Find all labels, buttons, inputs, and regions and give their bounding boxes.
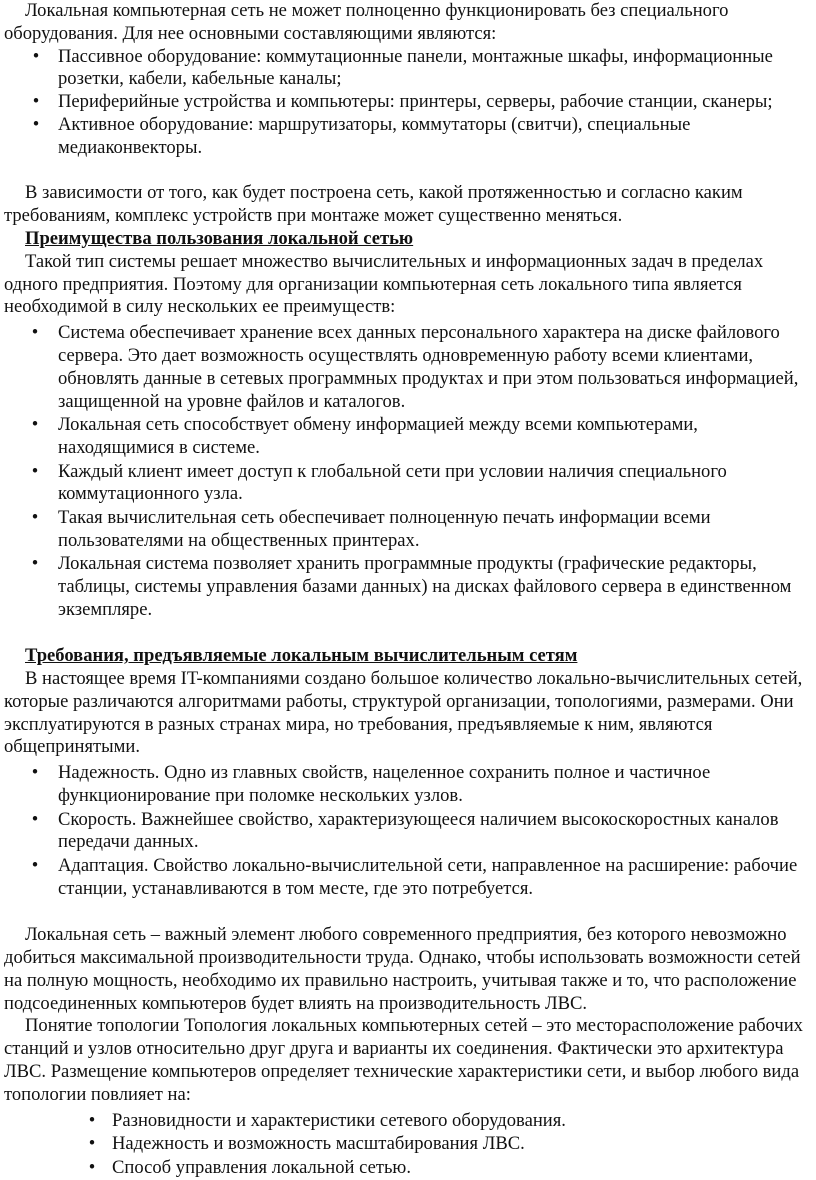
bullet-icon: • (32, 91, 40, 113)
topology-paragraph-1: Локальная сеть – важный элемент любого современного предприятия, без которого невозможно добиться максимальной производительности труда. Однако, чтобы использовать возможности сетей на полную мощность, необходимо их правильно настроить, учитывая также и то, что расположение подсоединенных компьютеров будет влиять на производительность ЛВС. (4, 924, 801, 1014)
list-item: • Такая вычислительная сеть обеспечивает полноценную печать информации всеми пользователями на общественных принтерах. (4, 507, 812, 553)
list-item: • Периферийные устройства и компьютеры: принтеры, серверы, рабочие станции, сканеры; (4, 91, 812, 114)
list-item: • Локальная система позволяет хранить программные продукты (графические редакторы, таблицы, системы управления базами данных) на дисках файлового сервера в единственном экземпляре. (4, 553, 812, 621)
intro-closing-paragraph: В зависимости от того, как будет построена сеть, какой протяженностью и согласно каким требованиям, комплекс устройств при монтаже может существенно меняться. (4, 182, 743, 227)
list-item: • Локальная сеть способствует обмену информацией между всеми компьютерами, находящимися в системе. (4, 414, 812, 460)
bullet-icon: • (31, 553, 39, 575)
bullet-icon: • (31, 762, 39, 784)
requirements-paragraph: В настоящее время IT-компаниями создано большое количество локально-вычислительных сетей, которые различаются алгоритмами работы, структурой организации, топологиями, размерами. Они эксплуатируются в разных странах мира, но требования, предъявляемые к ним, являются общепринятыми. (4, 668, 803, 758)
list-item: • Пассивное оборудование: коммутационные панели, монтажные шкафы, информационные розетки, кабели, кабельные каналы; (4, 46, 812, 92)
list-item: • Способ управления локальной сетью. (4, 1157, 812, 1180)
bullet-icon: • (31, 855, 39, 877)
list-item: • Адаптация. Свойство локально-вычислительной сети, направленное на расширение: рабочие станции, устанавливаются в том месте, где это потребуется. (4, 855, 812, 901)
requirements-list (4, 762, 812, 900)
list-item: • Система обеспечивает хранение всех данных персонального характера на диске файлового сервера. Это дает возможность осуществлять одновременную работу всеми клиентами, обновлять данные в сетевых программных продуктах и при этом пользоваться информацией, защищенной на уровне файлов и каталогов. (4, 322, 812, 413)
bullet-icon: • (31, 460, 39, 482)
topology-paragraph-2: Понятие топологии Топология локальных компьютерных сетей – это месторасположение рабочих станций и узлов относительно друг друга и варианты их соединения. Фактически это архитектура ЛВС. Размещение компьютеров определяет технические характеристики сети, и выбор любого вида топологии повлияет на: (4, 1015, 803, 1105)
bullet-icon: • (88, 1156, 96, 1178)
bullet-icon: • (32, 113, 40, 135)
bullet-icon: • (31, 808, 39, 830)
intro-paragraph: Локальная компьютерная сеть не может полноценно функционировать без специального оборудования. Для нее основными составляющими являются: (4, 0, 729, 44)
bullet-icon: • (88, 1133, 96, 1155)
equipment-list (4, 46, 812, 160)
advantages-heading: Преимущества пользования локальной сетью (25, 227, 414, 249)
bullet-icon: • (32, 45, 40, 67)
list-item: • Разновидности и характеристики сетевого оборудования. (4, 1110, 812, 1133)
advantages-paragraph: Такой тип системы решает множество вычислительных и информационных задач в пределах одного предприятия. Поэтому для организации компьютерная сеть локального типа является необходимой в силу нескольких ее преимуществ: (4, 250, 764, 318)
list-item: • Надежность. Одно из главных свойств, нацеленное сохранить полное и частичное функционирование при поломке нескольких узлов. (4, 762, 812, 808)
document-page (4, 0, 812, 1180)
list-item: • Надежность и возможность масштабирования ЛВС. (4, 1133, 812, 1156)
requirements-heading: Требования, предъявляемые локальным вычислительным сетям (25, 645, 578, 667)
topology-list (4, 1110, 812, 1180)
list-item: • Каждый клиент имеет доступ к глобальной сети при условии наличия специального коммутационного узла. (4, 461, 812, 507)
bullet-icon: • (88, 1109, 96, 1131)
bullet-icon: • (31, 414, 39, 436)
list-item: • Активное оборудование: маршрутизаторы, коммутаторы (свитчи), специальные медиаконвекторы. (4, 114, 812, 160)
bullet-icon: • (31, 322, 39, 344)
advantages-list (4, 322, 812, 622)
bullet-icon: • (31, 506, 39, 528)
list-item: • Скорость. Важнейшее свойство, характеризующееся наличием высокоскоростных каналов передачи данных. (4, 809, 812, 855)
